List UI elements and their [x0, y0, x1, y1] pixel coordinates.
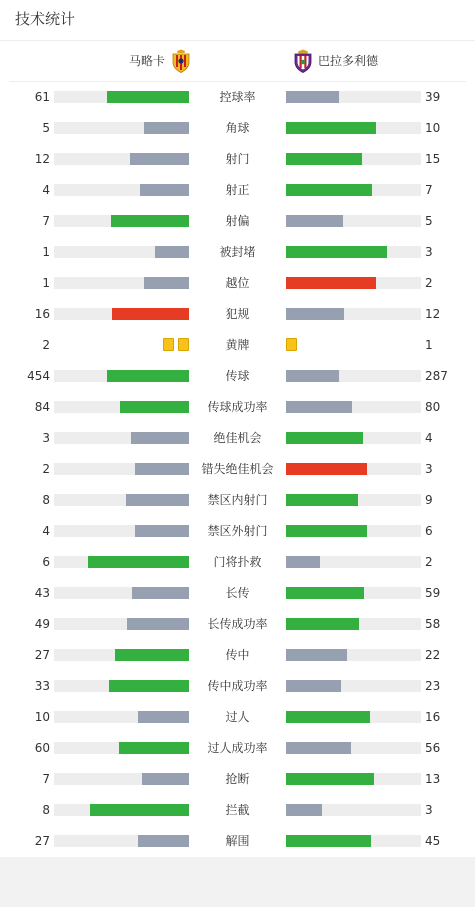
home-bar-fill: [107, 91, 189, 103]
away-bar-fill: [286, 711, 370, 723]
stat-row: [0, 707, 475, 727]
away-bar-track: [286, 153, 421, 165]
away-bar-fill: [286, 835, 371, 847]
home-value: 6: [42, 555, 50, 569]
away-value: 7: [425, 183, 433, 197]
home-bar-fill: [138, 835, 189, 847]
home-value: 1: [42, 245, 50, 259]
home-bar-track: [54, 525, 189, 537]
stat-label: 传球成功率: [207, 400, 268, 414]
stat-label: 解围: [225, 834, 250, 848]
away-bar-track: [286, 804, 421, 816]
stat-row: [0, 552, 475, 572]
home-bar-track: [54, 587, 189, 599]
away-bar-track: [286, 742, 421, 754]
away-bar-fill: [286, 277, 376, 289]
home-bar-fill: [90, 804, 189, 816]
home-value: 8: [42, 493, 50, 507]
home-bar-fill: [142, 773, 189, 785]
stat-label: 射门: [225, 152, 250, 166]
away-value: 22: [425, 648, 441, 662]
home-bar-fill: [119, 742, 189, 754]
away-value: 45: [425, 834, 441, 848]
away-value: 3: [425, 462, 433, 476]
home-yellow-cards: [163, 338, 189, 351]
home-value: 1: [42, 276, 50, 290]
stat-label: 拦截: [225, 803, 250, 817]
home-bar-fill: [138, 711, 189, 723]
home-bar-track: [54, 711, 189, 723]
home-bar-track: [54, 246, 189, 258]
home-value: 10: [34, 710, 50, 724]
away-bar-track: [286, 122, 421, 134]
stat-label: 禁区内射门: [207, 493, 268, 507]
away-bar-fill: [286, 370, 339, 382]
home-bar-track: [54, 742, 189, 754]
home-value: 27: [34, 648, 50, 662]
away-value: 2: [425, 555, 433, 569]
stat-label: 射偏: [225, 214, 250, 228]
away-bar-track: [286, 432, 421, 444]
away-team-name: 巴拉多利德: [318, 54, 379, 68]
away-value: 12: [425, 307, 441, 321]
away-bar-fill: [286, 587, 364, 599]
away-bar-fill: [286, 742, 351, 754]
away-bar-track: [286, 618, 421, 630]
away-bar-track: [286, 215, 421, 227]
stat-label: 错失绝佳机会: [201, 462, 274, 476]
away-bar-track: [286, 680, 421, 692]
home-team[interactable]: [129, 49, 192, 73]
away-bar-track: [286, 711, 421, 723]
stat-label: 过人成功率: [207, 741, 268, 755]
home-bar-track: [54, 91, 189, 103]
stat-row: [0, 242, 475, 262]
home-bar-fill: [140, 184, 189, 196]
away-value: 10: [425, 121, 441, 135]
home-value: 84: [34, 400, 50, 414]
home-bar-fill: [120, 401, 189, 413]
stat-label: 犯规: [225, 307, 250, 321]
stat-row: [0, 521, 475, 541]
home-bar-track: [54, 122, 189, 134]
away-bar-fill: [286, 804, 322, 816]
away-value: 3: [425, 245, 433, 259]
stat-row: [0, 769, 475, 789]
home-value: 4: [42, 524, 50, 538]
home-bar-fill: [131, 432, 189, 444]
home-value: 2: [42, 462, 50, 476]
home-value: 16: [34, 307, 50, 321]
teams-divider: [9, 81, 466, 82]
home-value: 61: [34, 90, 50, 104]
home-value: 8: [42, 803, 50, 817]
stat-row: [0, 335, 475, 355]
home-bar-fill: [112, 308, 189, 320]
stat-row: [0, 459, 475, 479]
stat-row: [0, 490, 475, 510]
stat-label: 越位: [225, 276, 250, 290]
away-bar-fill: [286, 153, 362, 165]
away-bar-fill: [286, 401, 352, 413]
away-bar-track: [286, 184, 421, 196]
away-value: 2: [425, 276, 433, 290]
stat-row: [0, 614, 475, 634]
away-bar-track: [286, 773, 421, 785]
away-bar-fill: [286, 680, 341, 692]
away-bar-track: [286, 401, 421, 413]
away-bar-fill: [286, 494, 358, 506]
away-value: 4: [425, 431, 433, 445]
home-value: 60: [34, 741, 50, 755]
stat-label: 传中成功率: [207, 679, 268, 693]
stat-row: [0, 180, 475, 200]
stat-label: 抢断: [225, 772, 250, 786]
home-bar-track: [54, 804, 189, 816]
stat-row: [0, 831, 475, 851]
stat-row: [0, 87, 475, 107]
away-value: 80: [425, 400, 441, 414]
stat-row: [0, 118, 475, 138]
home-bar-track: [54, 277, 189, 289]
away-bar-track: [286, 587, 421, 599]
away-value: 23: [425, 679, 441, 693]
home-bar-track: [54, 618, 189, 630]
home-value: 12: [34, 152, 50, 166]
away-value: 15: [425, 152, 441, 166]
away-value: 56: [425, 741, 441, 755]
home-bar-track: [54, 463, 189, 475]
stat-label: 过人: [225, 710, 250, 724]
away-bar-fill: [286, 122, 376, 134]
stat-label: 射正: [225, 183, 250, 197]
away-value: 9: [425, 493, 433, 507]
away-bar-fill: [286, 649, 347, 661]
away-bar-fill: [286, 91, 339, 103]
home-value: 5: [42, 121, 50, 135]
away-value: 13: [425, 772, 441, 786]
home-bar-fill: [111, 215, 189, 227]
away-bar-track: [286, 370, 421, 382]
home-value: 3: [42, 431, 50, 445]
yellow-card-icon: [163, 338, 174, 351]
home-value: 49: [34, 617, 50, 631]
away-team[interactable]: [292, 49, 378, 73]
stat-label: 门将扑救: [213, 555, 262, 569]
away-value: 3: [425, 803, 433, 817]
home-bar-fill: [135, 525, 189, 537]
away-bar-fill: [286, 432, 363, 444]
away-yellow-cards: [286, 338, 297, 351]
home-bar-fill: [132, 587, 189, 599]
away-bar-track: [286, 308, 421, 320]
away-bar-track: [286, 246, 421, 258]
home-bar-fill: [127, 618, 189, 630]
home-bar-fill: [135, 463, 189, 475]
home-value: 43: [34, 586, 50, 600]
teams-header: [0, 41, 475, 81]
stat-row: [0, 211, 475, 231]
home-team-name: 马略卡: [128, 54, 165, 68]
yellow-card-icon: [178, 338, 189, 351]
stat-label: 传中: [225, 648, 250, 662]
home-bar-track: [54, 556, 189, 568]
stat-row: [0, 366, 475, 386]
home-value: 2: [42, 338, 50, 352]
stat-label: 黄牌: [225, 338, 250, 352]
valladolid-crest-icon: [292, 49, 314, 73]
stat-row: [0, 738, 475, 758]
away-bar-track: [286, 525, 421, 537]
away-bar-fill: [286, 246, 387, 258]
away-value: 6: [425, 524, 433, 538]
away-bar-track: [286, 463, 421, 475]
stat-label: 禁区外射门: [207, 524, 268, 538]
away-bar-fill: [286, 525, 367, 537]
away-value: 59: [425, 586, 441, 600]
away-bar-track: [286, 277, 421, 289]
away-value: 39: [425, 90, 441, 104]
away-value: 16: [425, 710, 441, 724]
home-bar-track: [54, 308, 189, 320]
stat-label: 被封堵: [219, 245, 256, 259]
stat-label: 绝佳机会: [213, 431, 262, 445]
away-bar-fill: [286, 463, 367, 475]
stat-row: [0, 583, 475, 603]
home-bar-track: [54, 153, 189, 165]
stat-row: [0, 149, 475, 169]
stat-row: [0, 304, 475, 324]
page-title: 技术统计: [15, 10, 76, 28]
home-bar-track: [54, 215, 189, 227]
home-bar-fill: [109, 680, 189, 692]
home-bar-track: [54, 401, 189, 413]
home-bar-track: [54, 835, 189, 847]
away-value: 1: [425, 338, 433, 352]
away-bar-track: [286, 494, 421, 506]
home-value: 33: [34, 679, 50, 693]
away-bar-fill: [286, 618, 359, 630]
away-bar-fill: [286, 215, 343, 227]
away-bar-track: [286, 649, 421, 661]
stat-row: [0, 800, 475, 820]
home-bar-track: [54, 184, 189, 196]
home-bar-track: [54, 432, 189, 444]
home-bar-track: [54, 773, 189, 785]
stat-label: 传球: [225, 369, 250, 383]
stat-label: 长传: [225, 586, 250, 600]
home-bar-fill: [130, 153, 189, 165]
stat-label: 控球率: [219, 90, 256, 104]
home-bar-fill: [115, 649, 189, 661]
stat-label: 长传成功率: [207, 617, 268, 631]
away-bar-fill: [286, 308, 344, 320]
home-bar-fill: [107, 370, 189, 382]
home-bar-fill: [126, 494, 189, 506]
home-bar-fill: [88, 556, 189, 568]
stat-row: [0, 397, 475, 417]
home-bar-track: [54, 370, 189, 382]
home-value: 7: [42, 214, 50, 228]
yellow-card-icon: [286, 338, 297, 351]
home-bar-fill: [144, 122, 189, 134]
stat-row: [0, 676, 475, 696]
stat-row: [0, 273, 475, 293]
away-bar-fill: [286, 773, 374, 785]
stat-row: [0, 428, 475, 448]
home-bar-track: [54, 649, 189, 661]
home-value: 454: [27, 369, 50, 383]
away-value: 287: [425, 369, 448, 383]
away-bar-track: [286, 556, 421, 568]
stat-label: 角球: [225, 121, 250, 135]
home-bar-track: [54, 680, 189, 692]
away-bar-fill: [286, 556, 320, 568]
home-value: 4: [42, 183, 50, 197]
home-bar-track: [54, 494, 189, 506]
away-value: 58: [425, 617, 441, 631]
home-bar-fill: [144, 277, 189, 289]
home-value: 7: [42, 772, 50, 786]
away-bar-track: [286, 91, 421, 103]
home-value: 27: [34, 834, 50, 848]
away-value: 5: [425, 214, 433, 228]
home-bar-fill: [155, 246, 189, 258]
mallorca-crest-icon: [170, 49, 192, 73]
away-bar-track: [286, 835, 421, 847]
stat-row: [0, 645, 475, 665]
away-bar-fill: [286, 184, 372, 196]
